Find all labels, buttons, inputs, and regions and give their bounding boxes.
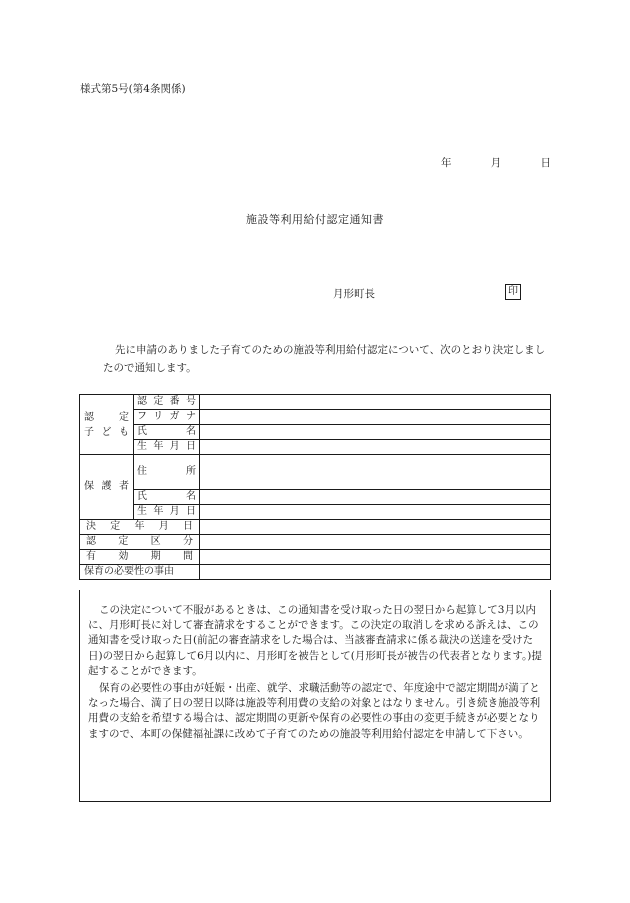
cert-category-value[interactable] xyxy=(200,535,551,550)
seal-mark: 印 xyxy=(505,284,521,300)
child-cert-number-label: 認定番号 xyxy=(134,395,200,410)
child-name-label: 氏 名 xyxy=(134,425,200,440)
child-group-label xyxy=(80,395,134,455)
table-row xyxy=(80,455,551,490)
date-year-label: 年 xyxy=(441,157,452,169)
care-necessity-label: 保育の必要性の事由 xyxy=(80,565,200,580)
child-group-line-2: 子 ど も xyxy=(84,426,129,438)
table-row xyxy=(80,410,551,425)
care-necessity-value[interactable] xyxy=(200,565,551,580)
table-row xyxy=(80,520,551,535)
guardian-address-label: 住 所 xyxy=(134,455,200,490)
child-name-value[interactable] xyxy=(200,425,551,440)
decision-date-value[interactable] xyxy=(200,520,551,535)
child-furigana-label: フリガナ xyxy=(134,410,200,425)
guardian-name-value[interactable] xyxy=(200,490,551,505)
table-row xyxy=(80,505,551,520)
table-row xyxy=(80,395,551,410)
cert-category-label: 認定区分 xyxy=(80,535,200,550)
child-birthdate-label: 生年月日 xyxy=(134,440,200,455)
guardian-name-label: 氏 名 xyxy=(134,490,200,505)
form-number: 様式第5号(第4条関係) xyxy=(80,83,186,95)
table-row xyxy=(80,490,551,505)
intro-paragraph: 先に申請のありました子育てのための施設等利用給付認定について、次のとおり決定しましたので通知します。 xyxy=(103,344,546,374)
guardian-birthdate-value[interactable] xyxy=(200,505,551,520)
date-day-label: 日 xyxy=(540,157,551,169)
notice-paragraph-expiry: 保育の必要性の事由が妊娠・出産、就学、求職活動等の認定で、年度途中で認定期間が満了となった場合、満了日の翌日以降は施設等利用費の支給の対象とはなりません。引き続き施設等利用費の支給を希望する場合は、認定期間の更新や保育の必要性の事由の変更手続きが必要となりますので、本町の保健福祉課に改めて子育てのための施設等利用給付認定を申請して下さい。 xyxy=(88,682,541,740)
child-birthdate-value[interactable] xyxy=(200,440,551,455)
guardian-birthdate-label: 生年月日 xyxy=(134,505,200,520)
issuer-name: 月形町長 xyxy=(333,288,375,300)
table-row xyxy=(80,535,551,550)
valid-period-value[interactable] xyxy=(200,550,551,565)
certification-table xyxy=(79,394,551,580)
table-row xyxy=(80,565,551,580)
table-row xyxy=(80,440,551,455)
guardian-group-label: 保 護 者 xyxy=(80,455,134,520)
child-group-line-1: 認 定 xyxy=(84,411,129,423)
child-furigana-value[interactable] xyxy=(200,410,551,425)
notice-box xyxy=(79,590,551,802)
guardian-address-value[interactable] xyxy=(200,455,551,490)
table-row xyxy=(80,425,551,440)
notice-paragraph-appeal: この決定について不服があるときは、この通知書を受け取った日の翌日から起算して3月以内に、月形町長に対して審査請求をすることができます。この決定の取消しを求める訴えは、この通知書を受け取った日(前記の審査請求をした場合は、当該審査請求に係る裁決の送達を受けた日)の翌日から起算して6月以内に、月形町を被告として(月形町長が被告の代表者となります。)提起することができます。 xyxy=(88,604,542,677)
date-line xyxy=(441,155,551,170)
decision-date-label: 決定年月日 xyxy=(80,520,200,535)
document-title: 施設等利用給付認定通知書 xyxy=(246,213,384,226)
child-cert-number-value[interactable] xyxy=(200,395,551,410)
date-month-label: 月 xyxy=(490,157,502,169)
table-row xyxy=(80,550,551,565)
valid-period-label: 有効期間 xyxy=(80,550,200,565)
